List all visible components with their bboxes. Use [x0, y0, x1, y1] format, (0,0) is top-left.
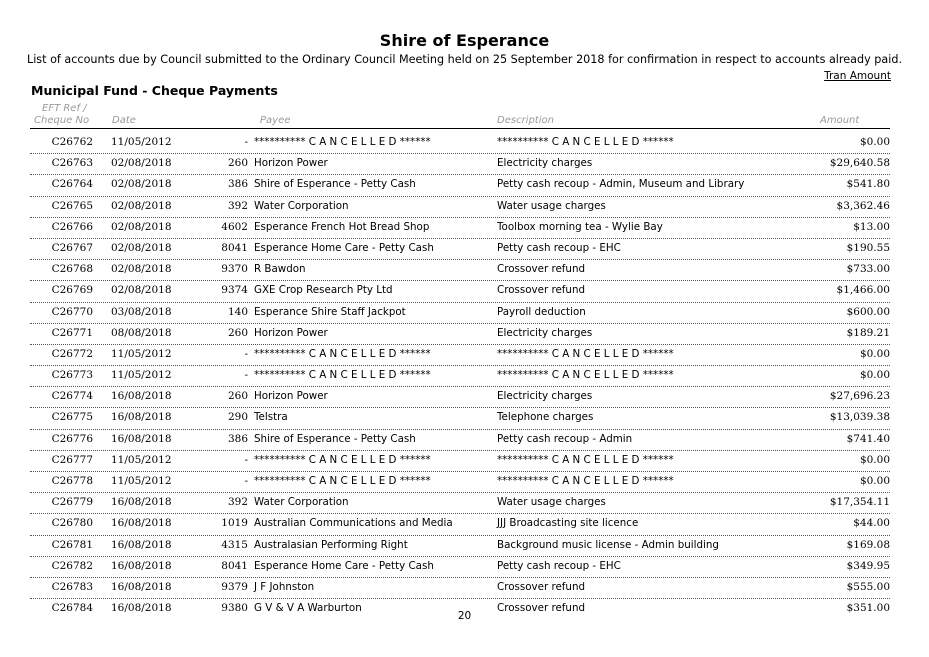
page-number: 20 [457, 610, 472, 622]
table-row [30, 430, 890, 451]
table-row [30, 578, 890, 599]
table-row [30, 514, 890, 535]
column-header-payee: Payee [260, 115, 291, 126]
amount: $13.00 [853, 220, 890, 233]
payee-code: 9374 [221, 284, 248, 297]
payee-name: ********** C A N C E L L E D ****** [254, 136, 431, 148]
table-row [30, 133, 890, 154]
amount: $555.00 [846, 580, 890, 593]
cheque-number: C26765 [51, 199, 93, 212]
cheque-number: C26771 [51, 326, 93, 339]
cheque-number: C26784 [51, 602, 93, 615]
payee-name: Horizon Power [254, 390, 328, 403]
amount: $600.00 [846, 305, 890, 318]
payment-date: 11/05/2012 [111, 453, 172, 466]
payee-code: 4315 [221, 538, 248, 551]
payee-code: 386 [227, 178, 248, 191]
payee-code: 260 [227, 390, 248, 403]
cheque-number: C26775 [51, 411, 93, 424]
payee-code: 290 [227, 411, 248, 424]
description: ********** C A N C E L L E D ****** [497, 369, 674, 382]
payment-date: 08/08/2018 [111, 326, 172, 339]
amount: $189.21 [846, 326, 890, 339]
tran-amount-label: Tran Amount [824, 70, 891, 82]
payee-code: 9380 [221, 602, 248, 615]
payee-name: Esperance Home Care - Petty Cash [254, 559, 434, 572]
payment-date: 02/08/2018 [111, 157, 172, 170]
payment-date: 16/08/2018 [111, 538, 172, 551]
payments-table [30, 133, 890, 619]
description: Petty cash recoup - Admin [497, 432, 633, 445]
payment-date: 16/08/2018 [111, 602, 172, 615]
payee-code: - [244, 475, 248, 487]
payee-name: ********** C A N C E L L E D ****** [254, 453, 431, 466]
table-row [30, 324, 890, 345]
amount: $169.08 [846, 538, 890, 551]
cheque-number: C26768 [51, 263, 93, 276]
payee-name: Shire of Esperance - Petty Cash [254, 178, 416, 191]
description: Payroll deduction [497, 305, 586, 318]
description: Petty cash recoup - EHC [497, 241, 621, 254]
payee-code: 4602 [221, 220, 248, 233]
payment-date: 02/08/2018 [111, 199, 172, 212]
description: Crossover refund [497, 580, 586, 593]
amount: $3,362.46 [836, 199, 890, 212]
payee-name: ********** C A N C E L L E D ****** [254, 369, 431, 382]
table-row [30, 451, 890, 472]
amount: $0.00 [859, 475, 890, 487]
payment-date: 02/08/2018 [111, 178, 172, 191]
amount: $0.00 [859, 136, 890, 148]
amount: $0.00 [859, 347, 890, 360]
payee-code: - [244, 453, 248, 466]
cheque-number: C26783 [51, 580, 93, 593]
table-row [30, 154, 890, 175]
document-subtitle: List of accounts due by Council submitted to the Ordinary Council Meeting held on 25 September 2018 for confirmation in respect to accounts already paid. [26, 53, 903, 66]
payee-code: 392 [227, 199, 248, 212]
amount: $351.00 [846, 602, 890, 615]
table-row [30, 493, 890, 514]
payee-name: Australasian Performing Right [254, 538, 408, 551]
payee-code: 140 [227, 305, 248, 318]
payee-code: 8041 [221, 241, 248, 254]
payment-date: 11/05/2012 [111, 369, 172, 382]
description: Toolbox morning tea - Wylie Bay [497, 220, 663, 233]
column-header-ref-line1: EFT Ref / [42, 103, 87, 114]
description: Telephone charges [497, 411, 594, 424]
column-header-description: Description [497, 115, 554, 126]
table-row [30, 536, 890, 557]
amount: $0.00 [859, 369, 890, 382]
amount: $741.40 [846, 432, 890, 445]
cheque-number: C26780 [51, 517, 93, 530]
amount: $1,466.00 [836, 284, 890, 297]
payee-name: Water Corporation [254, 199, 349, 212]
description: Petty cash recoup - Admin, Museum and Library [497, 178, 745, 191]
description: Electricity charges [497, 390, 593, 403]
description: ********** C A N C E L L E D ****** [497, 136, 674, 148]
cheque-number: C26762 [51, 136, 93, 148]
payee-name: Telstra [254, 411, 288, 424]
amount: $29,640.58 [829, 157, 890, 170]
payee-name: Shire of Esperance - Petty Cash [254, 432, 416, 445]
description: Water usage charges [497, 496, 606, 509]
cheque-number: C26779 [51, 496, 93, 509]
table-row [30, 239, 890, 260]
payment-date: 16/08/2018 [111, 517, 172, 530]
payment-date: 02/08/2018 [111, 241, 172, 254]
payment-date: 11/05/2012 [111, 347, 172, 360]
payment-date: 02/08/2018 [111, 284, 172, 297]
description: Crossover refund [497, 602, 586, 615]
payee-code: 1019 [221, 517, 248, 530]
amount: $349.95 [846, 559, 890, 572]
cheque-number: C26766 [51, 220, 93, 233]
column-header-amount: Amount [820, 115, 860, 126]
cheque-number: C26778 [51, 475, 93, 487]
table-row [30, 281, 890, 302]
payment-date: 16/08/2018 [111, 432, 172, 445]
payee-name: Water Corporation [254, 496, 349, 509]
cheque-number: C26781 [51, 538, 93, 551]
description: JJJ Broadcasting site licence [497, 517, 639, 530]
payee-name: ********** C A N C E L L E D ****** [254, 347, 431, 360]
cheque-number: C26774 [51, 390, 93, 403]
payee-code: 392 [227, 496, 248, 509]
description: Petty cash recoup - EHC [497, 559, 621, 572]
description: Water usage charges [497, 199, 606, 212]
table-row [30, 175, 890, 196]
payee-name: Horizon Power [254, 326, 328, 339]
payee-name: Australian Communications and Media [254, 517, 453, 530]
column-header-date: Date [112, 115, 136, 126]
payee-code: 260 [227, 157, 248, 170]
amount: $44.00 [853, 517, 890, 530]
payee-code: 386 [227, 432, 248, 445]
payment-date: 11/05/2012 [111, 136, 172, 148]
description: Crossover refund [497, 263, 586, 276]
payee-code: 260 [227, 326, 248, 339]
payee-name: Esperance French Hot Bread Shop [254, 220, 430, 233]
document-title: Shire of Esperance [379, 31, 550, 50]
cheque-number: C26776 [51, 432, 93, 445]
description: ********** C A N C E L L E D ****** [497, 475, 674, 487]
cheque-number: C26773 [51, 369, 93, 382]
amount: $27,696.23 [829, 390, 890, 403]
table-row [30, 218, 890, 239]
payee-name: J F Johnston [254, 580, 315, 593]
payee-name: Horizon Power [254, 157, 328, 170]
cheque-number: C26764 [51, 178, 93, 191]
section-heading: Municipal Fund - Cheque Payments [31, 83, 278, 98]
payment-date: 02/08/2018 [111, 263, 172, 276]
payee-code: - [244, 369, 248, 382]
cheque-number: C26777 [51, 453, 93, 466]
description: ********** C A N C E L L E D ****** [497, 453, 674, 466]
payment-date: 16/08/2018 [111, 559, 172, 572]
cheque-number: C26767 [51, 241, 93, 254]
description: Background music license - Admin building [497, 538, 719, 551]
table-row [30, 408, 890, 429]
amount: $0.00 [859, 453, 890, 466]
payment-date: 02/08/2018 [111, 220, 172, 233]
payee-code: - [244, 347, 248, 360]
amount: $541.80 [846, 178, 890, 191]
payee-name: G V & V A Warburton [254, 602, 362, 615]
description: Crossover refund [497, 284, 586, 297]
cheque-number: C26770 [51, 305, 93, 318]
payee-code: 9379 [221, 580, 248, 593]
payee-code: 9370 [221, 263, 248, 276]
payment-date: 16/08/2018 [111, 390, 172, 403]
payee-name: GXE Crop Research Pty Ltd [254, 284, 393, 297]
description: Electricity charges [497, 157, 593, 170]
description: ********** C A N C E L L E D ****** [497, 347, 674, 360]
amount: $13,039.38 [829, 411, 890, 424]
payee-name: Esperance Home Care - Petty Cash [254, 241, 434, 254]
header-rule [30, 128, 890, 129]
payee-name: Esperance Shire Staff Jackpot [254, 305, 406, 318]
table-row [30, 260, 890, 281]
payee-code: 8041 [221, 559, 248, 572]
table-row [30, 387, 890, 408]
table-row [30, 345, 890, 366]
amount: $17,354.11 [829, 496, 890, 509]
payee-name: ********** C A N C E L L E D ****** [254, 475, 431, 487]
table-row [30, 472, 890, 493]
payment-date: 11/05/2012 [111, 475, 172, 487]
table-row [30, 197, 890, 218]
table-row [30, 366, 890, 387]
payment-date: 16/08/2018 [111, 411, 172, 424]
amount: $733.00 [846, 263, 890, 276]
column-header-ref-line2: Cheque No [34, 115, 90, 126]
table-row [30, 557, 890, 578]
payment-date: 16/08/2018 [111, 580, 172, 593]
payee-code: - [244, 136, 248, 148]
cheque-number: C26769 [51, 284, 93, 297]
cheque-number: C26782 [51, 559, 93, 572]
payment-date: 16/08/2018 [111, 496, 172, 509]
cheque-number: C26763 [51, 157, 93, 170]
cheque-number: C26772 [51, 347, 93, 360]
payee-name: R Bawdon [254, 263, 306, 276]
description: Electricity charges [497, 326, 593, 339]
payment-date: 03/08/2018 [111, 305, 172, 318]
amount: $190.55 [846, 241, 890, 254]
table-row [30, 303, 890, 324]
